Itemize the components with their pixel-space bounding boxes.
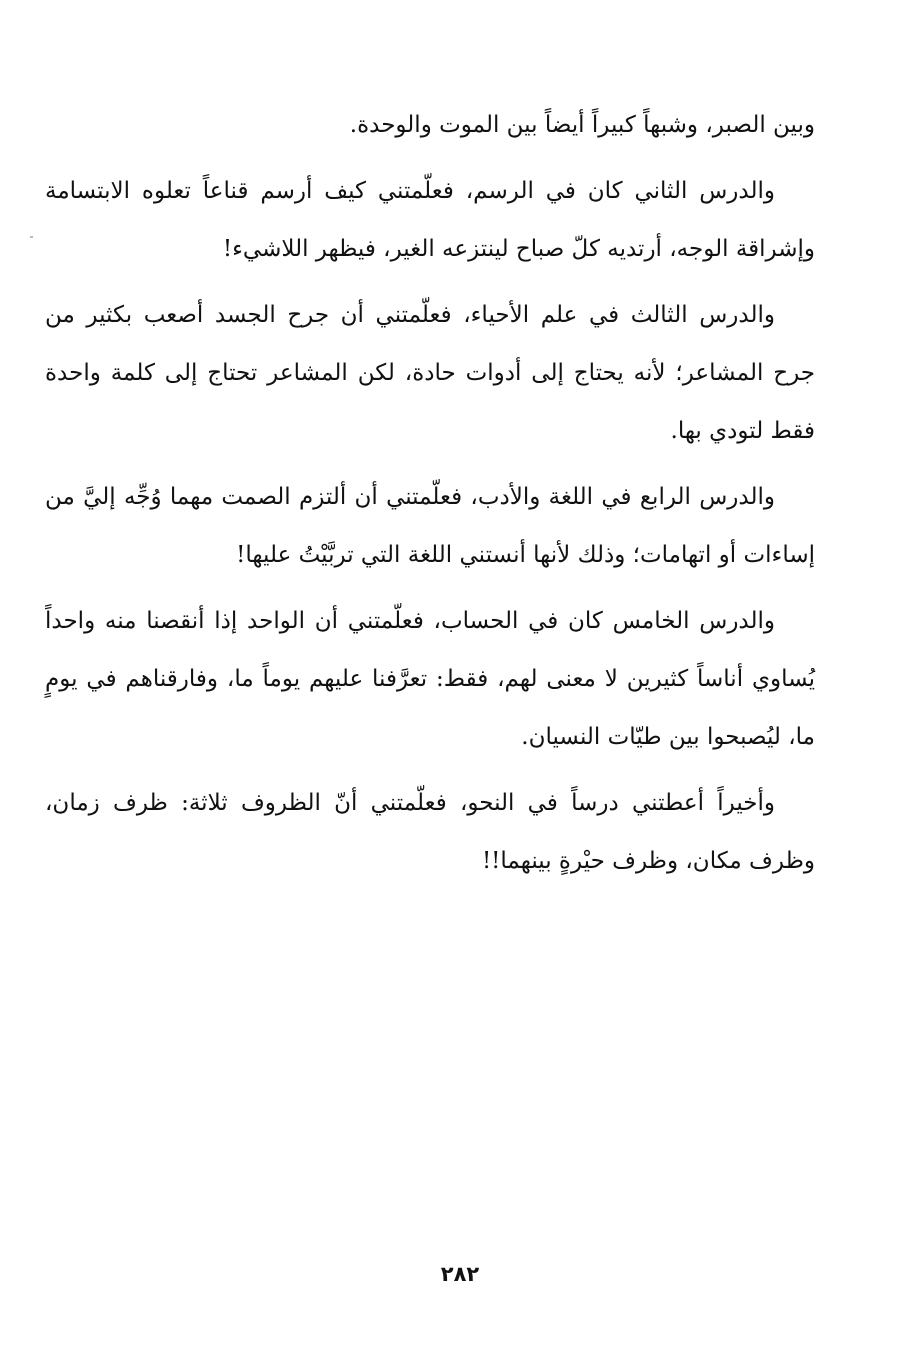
- scan-speck: [30, 236, 33, 238]
- paragraph-language-lesson: والدرس الرابع في اللغة والأدب، فعلّمتني أن ألتزم الصمت مهما وُجِّه إليَّ من إساءات أو اتهامات؛ وذلك لأنها أنستني اللغة التي تربَّيْتُ عليها!: [45, 484, 815, 568]
- paragraph-drawing-lesson: والدرس الثاني كان في الرسم، فعلّمتني كيف أرسم قناعاً تعلوه الابتسامة وإشراقة الوجه، أرتديه كلّ صباح لينتزعه الغير، فيظهر اللاشيء!: [45, 178, 815, 262]
- paragraph-biology-lesson: والدرس الثالث في علم الأحياء، فعلّمتني أن جرح الجسد أصعب بكثير من جرح المشاعر؛ لأنه يحتاج إلى أدوات حادة، لكن المشاعر تحتاج إلى كلمة واحدة فقط لتودي بها.: [45, 302, 815, 444]
- paragraph-grammar-lesson: وأخيراً أعطتني درساً في النحو، فعلّمتني أنّ الظروف ثلاثة: ظرف زمان، وظرف مكان، وظرف حيْرةٍ بينهما!!: [45, 790, 815, 874]
- body-text: [45, 96, 815, 890]
- paragraph-continuation: وبين الصبر، وشبهاً كبيراً أيضاً بين الموت والوحدة.: [349, 112, 815, 138]
- paragraph-arithmetic-lesson: والدرس الخامس كان في الحساب، فعلّمتني أن الواحد إذا أنقصنا منه واحداً يُساوي أناساً كثيرين لا معنى لهم، فقط: تعرَّفنا عليهم يوماً ما، وفارقناهم في يومٍ ما، ليُصبحوا بين طيّات النسيان.: [45, 608, 815, 750]
- page-number: ٢٨٢: [440, 1262, 480, 1286]
